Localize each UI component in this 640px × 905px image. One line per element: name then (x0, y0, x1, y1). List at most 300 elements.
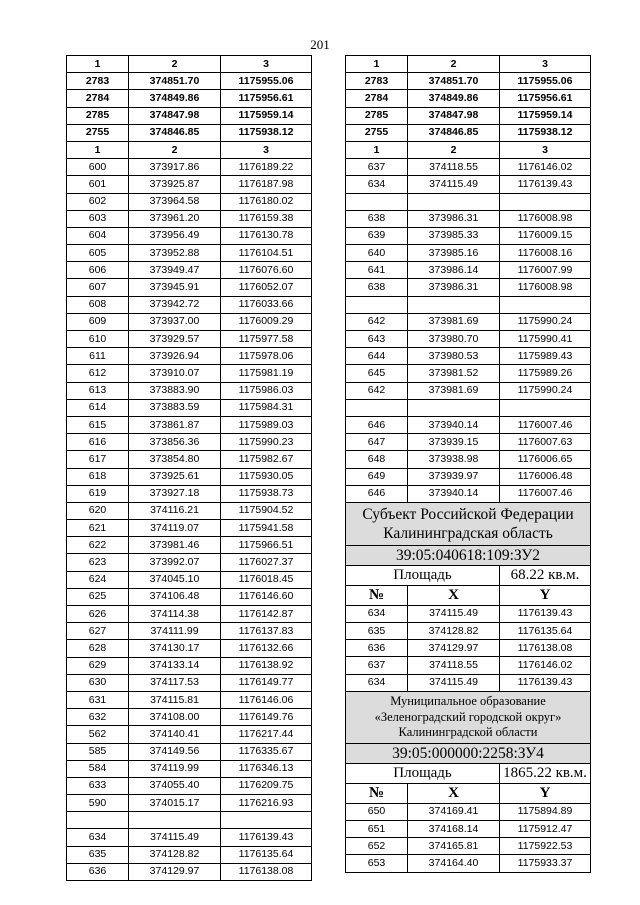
table-row (67, 193, 312, 210)
table-row (346, 107, 591, 124)
point-number: 605 (67, 245, 129, 262)
point-number: 649 (346, 468, 408, 485)
point-number: 644 (346, 348, 408, 365)
point-number: 643 (346, 331, 408, 348)
x-coordinate: 374015.17 (129, 795, 221, 812)
table-row (346, 279, 591, 296)
header-row-main (67, 141, 312, 158)
point-number: 648 (346, 451, 408, 468)
table-row (346, 313, 591, 330)
y-coordinate: 1176138.92 (221, 657, 312, 674)
y-coordinate: 1175938.12 (500, 124, 591, 141)
point-number: 601 (67, 176, 129, 193)
table-row (346, 451, 591, 468)
table-row (67, 640, 312, 657)
x-coordinate: 373961.20 (129, 210, 221, 227)
y-coordinate: 1176008.98 (500, 279, 591, 296)
point-number: 627 (67, 623, 129, 640)
y-coordinate: 1176146.02 (500, 159, 591, 176)
y-coordinate: 1175938.73 (221, 485, 312, 502)
x-coordinate: 373986.14 (408, 262, 500, 279)
y-coordinate: 1175955.06 (221, 73, 312, 90)
table-row (67, 554, 312, 571)
point-number: 2784 (346, 90, 408, 107)
point-number: 625 (67, 588, 129, 605)
x-coordinate: 374149.56 (129, 743, 221, 760)
table-row (67, 623, 312, 640)
x-coordinate: 374111.99 (129, 623, 221, 640)
point-number: 606 (67, 262, 129, 279)
x-coordinate: 373939.97 (408, 468, 500, 485)
y-header: Y (500, 585, 591, 605)
table-row (67, 829, 312, 846)
section1-cadastral-row (346, 545, 591, 565)
y-coordinate: 1176138.08 (221, 863, 312, 880)
area-label: Площадь (346, 565, 500, 585)
y-coordinate: 1176216.93 (221, 795, 312, 812)
column-header: 1 (67, 141, 129, 158)
y-coordinate (500, 193, 591, 210)
point-number: 652 (346, 838, 408, 855)
x-coordinate: 374169.41 (408, 803, 500, 820)
column-header: 2 (408, 141, 500, 158)
x-coordinate: 374128.82 (408, 623, 500, 640)
y-coordinate: 1176335.67 (221, 743, 312, 760)
y-coordinate: 1176135.64 (221, 846, 312, 863)
y-coordinate: 1176007.99 (500, 262, 591, 279)
x-coordinate: 373964.58 (129, 193, 221, 210)
area-value: 68.22 кв.м. (500, 565, 591, 585)
y-coordinate: 1176146.02 (500, 657, 591, 674)
point-number: 650 (346, 803, 408, 820)
table-row (67, 606, 312, 623)
table-row (67, 709, 312, 726)
x-coordinate: 374115.49 (408, 176, 500, 193)
x-coordinate: 373981.46 (129, 537, 221, 554)
x-coordinate: 373949.47 (129, 262, 221, 279)
point-number: 590 (67, 795, 129, 812)
point-number: 635 (346, 623, 408, 640)
x-coordinate: 373927.18 (129, 485, 221, 502)
y-coordinate: 1176009.15 (500, 227, 591, 244)
y-coordinate: 1175981.19 (221, 365, 312, 382)
y-coordinate (500, 296, 591, 313)
y-coordinate: 1175912.47 (500, 821, 591, 838)
table-row (67, 348, 312, 365)
x-coordinate: 373992.07 (129, 554, 221, 571)
point-number: 618 (67, 468, 129, 485)
y-coordinate: 1176346.13 (221, 760, 312, 777)
x-coordinate: 373925.87 (129, 176, 221, 193)
point-number: 630 (67, 674, 129, 691)
point-number: 585 (67, 743, 129, 760)
x-coordinate: 374846.85 (408, 124, 500, 141)
column-header: 3 (500, 141, 591, 158)
table-row (346, 468, 591, 485)
x-coordinate: 373926.94 (129, 348, 221, 365)
point-number: 641 (346, 262, 408, 279)
table-row (346, 674, 591, 691)
x-coordinate: 374106.48 (129, 588, 221, 605)
table-row (346, 73, 591, 90)
point-number: 607 (67, 279, 129, 296)
table-row (346, 855, 591, 872)
x-coordinate: 374119.99 (129, 760, 221, 777)
y-coordinate: 1175986.03 (221, 382, 312, 399)
y-coordinate: 1175941.58 (221, 520, 312, 537)
point-number: 621 (67, 520, 129, 537)
table-row (67, 520, 312, 537)
x-coordinate: 373985.16 (408, 245, 500, 262)
y-coordinate: 1176139.43 (221, 829, 312, 846)
table-row (346, 262, 591, 279)
table-row (67, 571, 312, 588)
x-coordinate: 374115.81 (129, 691, 221, 708)
x-coordinate: 374140.41 (129, 726, 221, 743)
y-coordinate: 1176027.37 (221, 554, 312, 571)
table-row (67, 846, 312, 863)
point-number (67, 812, 129, 829)
point-number: 611 (67, 348, 129, 365)
point-number: 646 (346, 416, 408, 433)
table-row (67, 434, 312, 451)
y-coordinate: 1175956.61 (221, 90, 312, 107)
x-coordinate: 373929.57 (129, 331, 221, 348)
x-coordinate: 373985.33 (408, 227, 500, 244)
table-row (67, 416, 312, 433)
y-coordinate: 1175922.53 (500, 838, 591, 855)
y-coordinate: 1176142.87 (221, 606, 312, 623)
x-coordinate: 373861.87 (129, 416, 221, 433)
table-row (67, 863, 312, 880)
y-coordinate: 1176008.98 (500, 210, 591, 227)
x-coordinate: 374129.97 (129, 863, 221, 880)
point-number: 2783 (346, 73, 408, 90)
point-number: 2785 (346, 107, 408, 124)
section2-title-row (346, 691, 591, 743)
point-number: 634 (346, 605, 408, 622)
y-coordinate: 1176009.29 (221, 313, 312, 330)
point-number (346, 399, 408, 416)
column-header: 2 (129, 56, 221, 73)
x-coordinate: 373883.90 (129, 382, 221, 399)
table-row (67, 227, 312, 244)
x-coordinate: 374115.49 (129, 829, 221, 846)
x-header: X (408, 585, 500, 605)
header-row-main (346, 141, 591, 158)
table-row (67, 399, 312, 416)
y-coordinate: 1176130.78 (221, 227, 312, 244)
table-row (346, 382, 591, 399)
y-header: Y (500, 783, 591, 803)
point-number: 645 (346, 365, 408, 382)
point-number: 637 (346, 657, 408, 674)
point-number: 635 (67, 846, 129, 863)
x-coordinate: 374164.40 (408, 855, 500, 872)
table-row (346, 331, 591, 348)
y-coordinate: 1175977.58 (221, 331, 312, 348)
y-coordinate: 1176217.44 (221, 726, 312, 743)
y-coordinate: 1176149.76 (221, 709, 312, 726)
point-number: 616 (67, 434, 129, 451)
y-coordinate: 1176146.60 (221, 588, 312, 605)
x-coordinate: 373942.72 (129, 296, 221, 313)
point-number: 639 (346, 227, 408, 244)
x-coordinate: 373980.53 (408, 348, 500, 365)
point-number: 584 (67, 760, 129, 777)
point-number: 653 (346, 855, 408, 872)
y-coordinate: 1176076.60 (221, 262, 312, 279)
x-coordinate: 373940.14 (408, 416, 500, 433)
point-number: 604 (67, 227, 129, 244)
table-row (346, 159, 591, 176)
x-coordinate: 374168.14 (408, 821, 500, 838)
y-coordinate: 1176138.08 (500, 640, 591, 657)
x-coordinate: 373937.00 (129, 313, 221, 330)
column-header: 1 (67, 56, 129, 73)
y-coordinate: 1176149.77 (221, 674, 312, 691)
table-row (346, 124, 591, 141)
y-coordinate: 1175990.24 (500, 313, 591, 330)
point-number: 608 (67, 296, 129, 313)
point-number: 2755 (67, 124, 129, 141)
x-coordinate: 374114.38 (129, 606, 221, 623)
y-coordinate: 1176189.22 (221, 159, 312, 176)
x-coordinate: 374133.14 (129, 657, 221, 674)
table-row (67, 159, 312, 176)
table-row (346, 803, 591, 820)
section1-title-row (346, 502, 591, 545)
page-number: 201 (310, 37, 330, 52)
point-number: 637 (346, 159, 408, 176)
y-coordinate: 1176135.64 (500, 623, 591, 640)
x-coordinate: 374847.98 (129, 107, 221, 124)
x-coordinate (408, 296, 500, 313)
y-coordinate: 1176104.51 (221, 245, 312, 262)
y-coordinate: 1176007.63 (500, 434, 591, 451)
x-coordinate: 374846.85 (129, 124, 221, 141)
x-coordinate: 373956.49 (129, 227, 221, 244)
point-number: 609 (67, 313, 129, 330)
y-coordinate: 1176137.83 (221, 623, 312, 640)
separator-row (346, 193, 591, 210)
point-number: 628 (67, 640, 129, 657)
x-coordinate: 374115.49 (408, 605, 500, 622)
column-header: 1 (346, 141, 408, 158)
x-coordinate (408, 399, 500, 416)
x-coordinate: 373986.31 (408, 279, 500, 296)
x-coordinate (408, 193, 500, 210)
x-coordinate: 373981.69 (408, 382, 500, 399)
y-coordinate: 1176006.48 (500, 468, 591, 485)
table-row (346, 640, 591, 657)
y-coordinate: 1175989.26 (500, 365, 591, 382)
point-number: 647 (346, 434, 408, 451)
point-number: 626 (67, 606, 129, 623)
table-row (346, 365, 591, 382)
point-number: 632 (67, 709, 129, 726)
area-value: 1865.22 кв.м. (500, 763, 591, 783)
point-number: 562 (67, 726, 129, 743)
point-number: 633 (67, 777, 129, 794)
x-coordinate: 374847.98 (408, 107, 500, 124)
point-number: 634 (346, 674, 408, 691)
point-number: 613 (67, 382, 129, 399)
point-number: 2784 (67, 90, 129, 107)
point-number: 634 (67, 829, 129, 846)
y-coordinate: 1176052.07 (221, 279, 312, 296)
point-number: 640 (346, 245, 408, 262)
table-row (67, 124, 312, 141)
point-number: 629 (67, 657, 129, 674)
x-coordinate: 374129.97 (408, 640, 500, 657)
table-row (346, 176, 591, 193)
point-number (346, 296, 408, 313)
x-coordinate: 374116.21 (129, 502, 221, 519)
column-header: 3 (500, 56, 591, 73)
number-header: № (346, 585, 408, 605)
column-header: 2 (408, 56, 500, 73)
table-row (67, 691, 312, 708)
header-row-top (67, 56, 312, 73)
table-row (346, 657, 591, 674)
y-coordinate: 1176006.65 (500, 451, 591, 468)
y-coordinate: 1176139.43 (500, 605, 591, 622)
table-row (67, 73, 312, 90)
point-number: 610 (67, 331, 129, 348)
point-number: 2755 (346, 124, 408, 141)
x-coordinate: 374849.86 (129, 90, 221, 107)
point-number: 636 (67, 863, 129, 880)
y-coordinate: 1176132.66 (221, 640, 312, 657)
y-coordinate: 1175930.05 (221, 468, 312, 485)
y-coordinate: 1176007.46 (500, 485, 591, 502)
table-row (67, 777, 312, 794)
table-row (67, 795, 312, 812)
x-coordinate: 374849.86 (408, 90, 500, 107)
y-coordinate: 1175956.61 (500, 90, 591, 107)
x-coordinate: 373981.69 (408, 313, 500, 330)
x-coordinate: 374115.49 (408, 674, 500, 691)
point-number: 603 (67, 210, 129, 227)
x-coordinate: 373854.80 (129, 451, 221, 468)
x-coordinate: 374118.55 (408, 657, 500, 674)
x-coordinate: 373981.52 (408, 365, 500, 382)
y-coordinate (500, 399, 591, 416)
y-coordinate: 1175904.52 (221, 502, 312, 519)
table-row (67, 657, 312, 674)
table-row (67, 107, 312, 124)
x-coordinate (129, 812, 221, 829)
x-coordinate: 373925.61 (129, 468, 221, 485)
section1-area-row (346, 565, 591, 585)
table-row (346, 623, 591, 640)
table-row (346, 245, 591, 262)
y-coordinate: 1175959.14 (500, 107, 591, 124)
table-row (346, 605, 591, 622)
y-coordinate: 1175989.43 (500, 348, 591, 365)
table-row (67, 296, 312, 313)
y-coordinate: 1176180.02 (221, 193, 312, 210)
point-number: 620 (67, 502, 129, 519)
point-number: 624 (67, 571, 129, 588)
y-coordinate: 1175966.51 (221, 537, 312, 554)
separator-row (346, 399, 591, 416)
section2-area-row (346, 763, 591, 783)
table-row (67, 451, 312, 468)
x-coordinate: 374128.82 (129, 846, 221, 863)
x-header: X (408, 783, 500, 803)
table-row (67, 262, 312, 279)
table-row (346, 90, 591, 107)
y-coordinate: 1176209.75 (221, 777, 312, 794)
y-coordinate: 1175933.37 (500, 855, 591, 872)
x-coordinate: 374130.17 (129, 640, 221, 657)
y-coordinate: 1175982.67 (221, 451, 312, 468)
left-coordinates-table (66, 55, 312, 881)
table-row (67, 537, 312, 554)
point-number: 2785 (67, 107, 129, 124)
table-row (67, 279, 312, 296)
y-coordinate: 1176159.38 (221, 210, 312, 227)
y-coordinate: 1175990.23 (221, 434, 312, 451)
table-row (67, 743, 312, 760)
point-number: 614 (67, 399, 129, 416)
y-coordinate: 1176018.45 (221, 571, 312, 588)
section2-column-header-row (346, 783, 591, 803)
table-row (346, 485, 591, 502)
table-row (67, 210, 312, 227)
x-coordinate: 373980.70 (408, 331, 500, 348)
point-number (346, 193, 408, 210)
point-number: 638 (346, 279, 408, 296)
x-coordinate: 374118.55 (408, 159, 500, 176)
area-label: Площадь (346, 763, 500, 783)
column-header: 3 (221, 141, 312, 158)
header-row-top (346, 56, 591, 73)
y-coordinate (221, 812, 312, 829)
column-header: 2 (129, 141, 221, 158)
point-number: 646 (346, 485, 408, 502)
table-row (67, 674, 312, 691)
x-coordinate: 374055.40 (129, 777, 221, 794)
x-coordinate: 374851.70 (129, 73, 221, 90)
y-coordinate: 1175990.24 (500, 382, 591, 399)
table-row (67, 468, 312, 485)
point-number: 615 (67, 416, 129, 433)
x-coordinate: 373938.98 (408, 451, 500, 468)
table-row (67, 176, 312, 193)
table-row (346, 227, 591, 244)
separator-row (67, 812, 312, 829)
point-number: 623 (67, 554, 129, 571)
table-row (67, 331, 312, 348)
point-number: 612 (67, 365, 129, 382)
table-row (346, 210, 591, 227)
table-row (67, 485, 312, 502)
x-coordinate: 374851.70 (408, 73, 500, 90)
cadastral-number: 39:05:040618:109:ЗУ2 (346, 545, 591, 565)
x-coordinate: 374119.07 (129, 520, 221, 537)
point-number: 617 (67, 451, 129, 468)
x-coordinate: 373952.88 (129, 245, 221, 262)
subject-title: Субъект Российской Федерации Калининградская область (346, 502, 591, 545)
point-number: 642 (346, 382, 408, 399)
y-coordinate: 1176033.66 (221, 296, 312, 313)
point-number: 636 (346, 640, 408, 657)
y-coordinate: 1175984.31 (221, 399, 312, 416)
table-row (346, 348, 591, 365)
